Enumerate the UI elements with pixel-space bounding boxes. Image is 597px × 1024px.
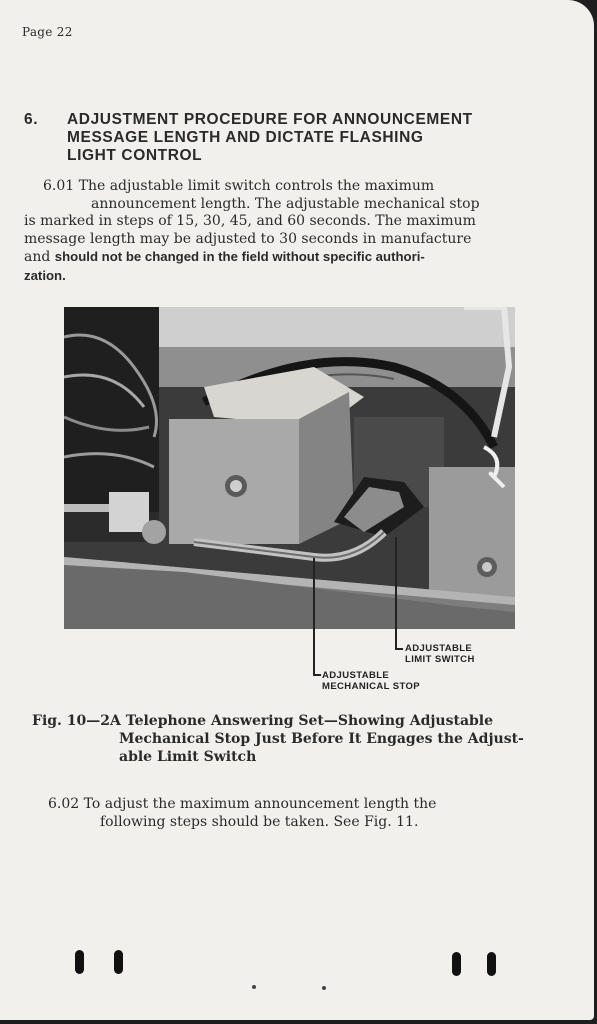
callout-mechanical-stop (322, 670, 420, 692)
section-heading-line: MESSAGE LENGTH AND DICTATE FLASHING (67, 129, 424, 146)
paragraph-line (24, 248, 544, 267)
photo-illustration (64, 307, 515, 629)
paragraph-line: 6.02 To adjust the maximum announcement length the (48, 796, 437, 812)
callout-leader (313, 558, 315, 675)
callout-leader (395, 648, 403, 650)
callout-line: ADJUSTABLE (405, 643, 473, 654)
section-number: 6. (24, 111, 39, 128)
section-heading-line: LIGHT CONTROL (67, 147, 203, 164)
paragraph-emphasis: zation. (24, 267, 66, 283)
paragraph-line: message length may be adjusted to 30 seconds in manufacture (24, 230, 472, 247)
paragraph-line: announcement length. The adjustable mechanical stop (91, 195, 480, 212)
caption-line: Fig. 10—2A Telephone Answering Set—Showing Adjustable (32, 713, 494, 729)
paragraph-line: 6.01 The adjustable limit switch controls the maximum (43, 178, 435, 194)
callout-line: ADJUSTABLE (322, 670, 390, 681)
caption-line: able Limit Switch (119, 749, 257, 765)
figure-photo (64, 307, 515, 629)
binder-hole (75, 950, 84, 974)
paragraph-6-02 (48, 795, 553, 831)
callout-limit-switch (405, 643, 475, 665)
binder-hole (487, 952, 496, 976)
paragraph-line (24, 267, 544, 286)
figure-caption (32, 712, 557, 766)
section-heading-line: ADJUSTMENT PROCEDURE FOR ANNOUNCEMENT (67, 111, 473, 128)
page-number: Page 22 (22, 25, 73, 39)
paragraph-emphasis: should not be changed in the field without specific authori- (54, 249, 425, 264)
section-heading (24, 111, 554, 165)
binder-hole (452, 952, 461, 976)
caption-line: Mechanical Stop Just Before It Engages the Adjust- (119, 731, 524, 747)
paragraph-line: following steps should be taken. See Fig. 11. (100, 814, 419, 830)
callout-line: LIMIT SWITCH (405, 654, 475, 665)
callout-leader (313, 674, 321, 676)
paragraph-6-01 (24, 178, 544, 285)
callout-leader (395, 537, 397, 649)
paragraph-line: is marked in steps of 15, 30, 45, and 60 seconds. The maximum (24, 213, 476, 229)
callout-line: MECHANICAL STOP (322, 681, 421, 692)
page-mark (322, 986, 326, 990)
paragraph-text: and (24, 249, 55, 265)
page-mark (252, 985, 256, 989)
binder-hole (114, 950, 123, 974)
